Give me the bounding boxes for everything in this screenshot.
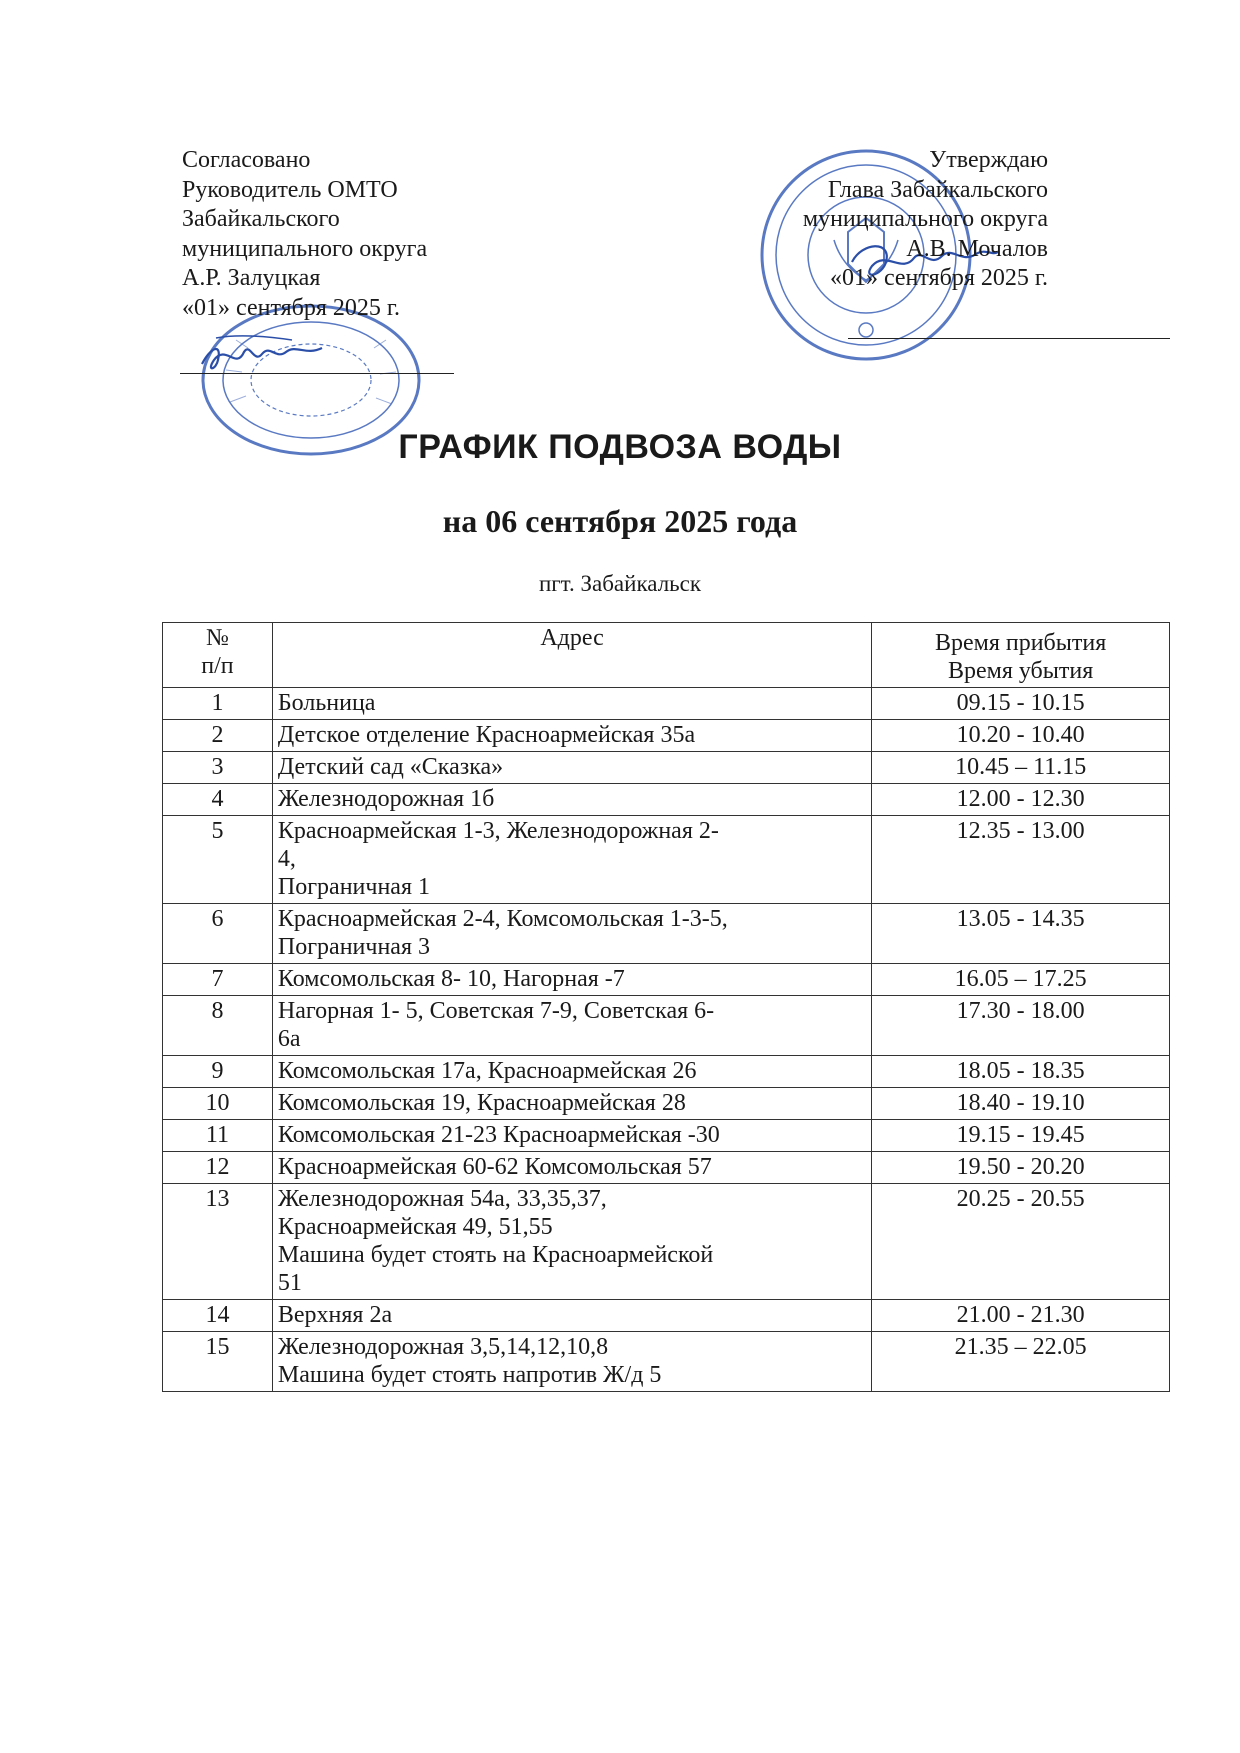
row-time: 10.45 – 11.15: [872, 752, 1170, 784]
row-time: 18.05 - 18.35: [872, 1056, 1170, 1088]
schedule-body: [163, 688, 1170, 1392]
row-time: 10.20 - 10.40: [872, 720, 1170, 752]
row-number: 6: [163, 904, 273, 964]
address-line: Пограничная 1: [277, 874, 430, 900]
row-time: 12.35 - 13.00: [872, 816, 1170, 904]
table-row: [163, 752, 1170, 784]
approval-left-line-4: муниципального округа: [182, 235, 428, 262]
document-title: ГРАФИК ПОДВОЗА ВОДЫ: [398, 428, 842, 466]
row-number: 2: [163, 720, 273, 752]
address-line: 6а: [277, 1026, 301, 1052]
row-address: [272, 1056, 871, 1088]
row-time: 19.15 - 19.45: [872, 1120, 1170, 1152]
row-number: 3: [163, 752, 273, 784]
address-line: Комсомольская 19, Красноармейская 28: [277, 1090, 686, 1116]
header-num: [163, 623, 273, 688]
address-line: Детский сад «Сказка»: [277, 754, 504, 780]
header-time-line-1: Время прибытия: [934, 630, 1107, 656]
table-row: [163, 816, 1170, 904]
address-line: Комсомольская 21-23 Красноармейская -30: [277, 1122, 720, 1148]
row-number: 5: [163, 816, 273, 904]
row-address: [272, 964, 871, 996]
row-number: 12: [163, 1152, 273, 1184]
address-line: Машина будет стоять напротив Ж/д 5: [277, 1362, 662, 1388]
address-line: Машина будет стоять на Красноармейской: [277, 1242, 714, 1268]
address-line: Нагорная 1- 5, Советская 7-9, Советская 6-: [277, 998, 715, 1024]
address-line: Детское отделение Красноармейская 35а: [277, 722, 696, 748]
address-line: Комсомольская 8- 10, Нагорная -7: [277, 966, 625, 992]
row-address: [272, 1088, 871, 1120]
row-number: 1: [163, 688, 273, 720]
address-line: Железнодорожная 1б: [277, 786, 495, 812]
row-time: 21.35 – 22.05: [872, 1332, 1170, 1392]
address-line: Красноармейская 49, 51,55: [277, 1214, 553, 1240]
document-subtitle: на 06 сентября 2025 года: [442, 503, 798, 539]
row-time: 19.50 - 20.20: [872, 1152, 1170, 1184]
row-address: [272, 1300, 871, 1332]
approval-right-line-1: Утверждаю: [929, 147, 1048, 173]
row-address: [272, 1184, 871, 1300]
table-row: [163, 1300, 1170, 1332]
table-row: [163, 1332, 1170, 1392]
row-address: [272, 1332, 871, 1392]
table-row: [163, 1184, 1170, 1300]
table-row: [163, 1088, 1170, 1120]
row-time: 09.15 - 10.15: [872, 688, 1170, 720]
location-label: пгт. Забайкальск: [538, 571, 702, 596]
table-row: [163, 784, 1170, 816]
row-time: 20.25 - 20.55: [872, 1184, 1170, 1300]
row-time: 17.30 - 18.00: [872, 996, 1170, 1056]
row-number: 7: [163, 964, 273, 996]
row-time: 12.00 - 12.30: [872, 784, 1170, 816]
row-time: 16.05 – 17.25: [872, 964, 1170, 996]
row-address: [272, 752, 871, 784]
signature-line-left: [180, 373, 454, 374]
row-address: [272, 1152, 871, 1184]
row-address: [272, 904, 871, 964]
header-address: Адрес: [272, 623, 871, 688]
row-time: 13.05 - 14.35: [872, 904, 1170, 964]
approval-right-line-2: Глава Забайкальского: [827, 176, 1048, 203]
table-row: [163, 688, 1170, 720]
address-line: Красноармейская 2-4, Комсомольская 1-3-5,: [277, 906, 728, 932]
table-row: [163, 1152, 1170, 1184]
approval-left-line-2: Руководитель ОМТО: [182, 176, 398, 203]
approval-left-line-5: А.Р. Залуцкая: [182, 265, 321, 291]
approval-right-line-3: муниципального округа: [802, 206, 1048, 232]
table-row: [163, 996, 1170, 1056]
approval-left-line-6: «01» сентября 2025 г.: [182, 294, 401, 321]
address-line: Комсомольская 17а, Красноармейская 26: [277, 1058, 697, 1084]
approval-block-right: [803, 146, 1048, 294]
table-row: [163, 1120, 1170, 1152]
row-number: 11: [163, 1120, 273, 1152]
address-line: 4,: [277, 846, 296, 872]
table-header-row: [163, 623, 1170, 688]
address-line: Железнодорожная 54а, 33,35,37,: [277, 1186, 607, 1212]
row-number: 15: [163, 1332, 273, 1392]
approval-left-line-3: Забайкальского: [182, 206, 340, 232]
row-address: [272, 720, 871, 752]
schedule-table: [162, 622, 1170, 1392]
address-line: Пограничная 3: [277, 934, 430, 960]
table-row: [163, 1056, 1170, 1088]
row-number: 13: [163, 1184, 273, 1300]
row-address: [272, 996, 871, 1056]
row-number: 8: [163, 996, 273, 1056]
address-line: 51: [277, 1270, 302, 1296]
signature-line-right: [848, 338, 1170, 339]
row-address: [272, 1120, 871, 1152]
approval-block-left: [182, 146, 427, 323]
address-line: Красноармейская 60-62 Комсомольская 57: [277, 1154, 712, 1180]
row-number: 10: [163, 1088, 273, 1120]
row-number: 4: [163, 784, 273, 816]
address-line: Красноармейская 1-3, Железнодорожная 2-: [277, 818, 719, 844]
header-num-line-1: №: [205, 625, 229, 651]
table-row: [163, 720, 1170, 752]
row-address: [272, 784, 871, 816]
header-time: [872, 623, 1170, 688]
row-time: 21.00 - 21.30: [872, 1300, 1170, 1332]
table-row: [163, 964, 1170, 996]
approval-left-line-1: Согласовано: [182, 147, 311, 173]
address-line: Железнодорожная 3,5,14,12,10,8: [277, 1334, 609, 1360]
row-address: [272, 816, 871, 904]
approval-right-line-5: «01» сентября 2025 г.: [829, 265, 1048, 291]
address-line: Больница: [277, 690, 376, 716]
header-num-line-2: п/п: [201, 653, 234, 679]
row-number: 9: [163, 1056, 273, 1088]
address-line: Верхняя 2а: [277, 1302, 393, 1328]
row-time: 18.40 - 19.10: [872, 1088, 1170, 1120]
approval-right-line-4: А.В. Мочалов: [906, 235, 1048, 262]
header-time-line-2: Время убытия: [947, 658, 1094, 684]
row-address: [272, 688, 871, 720]
table-row: [163, 904, 1170, 964]
row-number: 14: [163, 1300, 273, 1332]
